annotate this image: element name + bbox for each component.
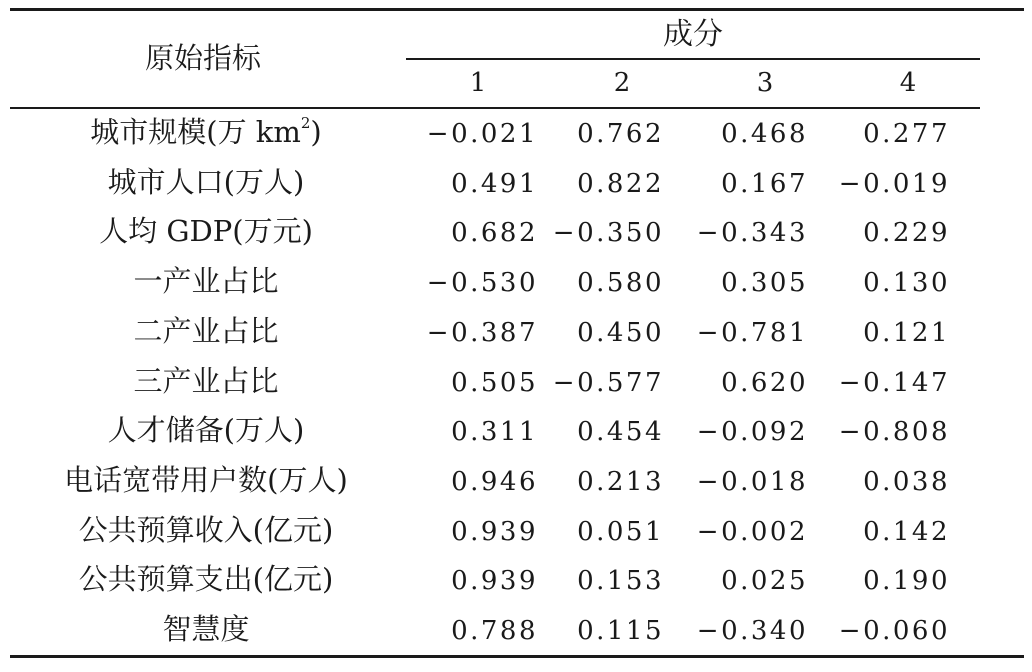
- value-cell: −0.577: [552, 368, 664, 398]
- value-cell: −0.530: [426, 268, 538, 298]
- value-cell: −0.781: [696, 318, 808, 348]
- row-label-text: 二产业占比: [133, 314, 279, 348]
- value-cell: 0.788: [451, 616, 538, 646]
- row-label-text: 人才储备(万人): [107, 413, 305, 447]
- value-cell: 0.580: [577, 268, 664, 298]
- value-cell: 0.491: [451, 169, 538, 199]
- value-cell: 0.038: [863, 467, 950, 497]
- row-label: [0, 562, 412, 596]
- row-label-text: 城市规模(万 km: [90, 115, 301, 149]
- table-top-rule: [10, 8, 1024, 11]
- header-bottom-rule: [10, 107, 980, 109]
- value-cell: 0.305: [721, 268, 808, 298]
- row-label-text: 一产业占比: [133, 264, 279, 298]
- value-cell: 0.167: [721, 169, 808, 199]
- value-cell: 0.142: [863, 517, 950, 547]
- value-cell: 0.311: [451, 417, 538, 447]
- row-label: [0, 165, 412, 199]
- value-cell: 0.939: [451, 517, 538, 547]
- value-cell: 0.620: [721, 368, 808, 398]
- row-label-text: 公共预算收入(亿元): [78, 513, 334, 547]
- row-label: [0, 463, 412, 497]
- component-group-header: 成分: [663, 17, 723, 52]
- value-cell: 0.682: [451, 218, 538, 248]
- row-label: [0, 364, 412, 398]
- value-cell: 0.939: [451, 566, 538, 596]
- value-cell: 0.213: [577, 467, 664, 497]
- value-cell: −0.019: [838, 169, 950, 199]
- row-label-superscript: 2: [300, 114, 311, 132]
- value-cell: −0.092: [696, 417, 808, 447]
- row-label: [0, 612, 412, 646]
- value-cell: 0.025: [721, 566, 808, 596]
- row-label-text: 三产业占比: [133, 364, 279, 398]
- value-cell: −0.147: [838, 368, 950, 398]
- value-cell: −0.340: [696, 616, 808, 646]
- value-cell: 0.229: [863, 218, 950, 248]
- row-label: [0, 314, 412, 348]
- value-cell: 0.190: [863, 566, 950, 596]
- row-header-label: 原始指标: [144, 41, 261, 75]
- row-label: [0, 114, 412, 149]
- row-label-suffix: ): [310, 115, 322, 149]
- table-bottom-rule: [10, 655, 1024, 658]
- row-label: [0, 513, 412, 547]
- value-cell: 0.454: [577, 417, 664, 447]
- row-label-text: 公共预算支出(亿元): [78, 562, 334, 596]
- column-header-3: 3: [756, 68, 774, 98]
- value-cell: 0.051: [577, 517, 664, 547]
- column-header-2: 2: [613, 68, 631, 98]
- row-label-text: 城市人口(万人): [107, 165, 305, 199]
- row-label: [0, 264, 412, 298]
- value-cell: −0.021: [426, 119, 538, 149]
- value-cell: −0.343: [696, 218, 808, 248]
- value-cell: 0.468: [721, 119, 808, 149]
- group-header-rule: [406, 58, 980, 60]
- value-cell: −0.387: [426, 318, 538, 348]
- value-cell: 0.450: [577, 318, 664, 348]
- value-cell: 0.822: [577, 169, 664, 199]
- value-cell: 0.130: [863, 268, 950, 298]
- value-cell: −0.018: [696, 467, 808, 497]
- row-label-text: 智慧度: [162, 612, 250, 646]
- value-cell: 0.946: [451, 467, 538, 497]
- value-cell: 0.153: [577, 566, 664, 596]
- row-label: [0, 413, 412, 447]
- column-header-1: 1: [469, 68, 487, 98]
- value-cell: 0.762: [577, 119, 664, 149]
- value-cell: 0.121: [863, 318, 950, 348]
- value-cell: −0.060: [838, 616, 950, 646]
- value-cell: −0.808: [838, 417, 950, 447]
- value-cell: −0.350: [552, 218, 664, 248]
- value-cell: 0.505: [451, 368, 538, 398]
- value-cell: −0.002: [696, 517, 808, 547]
- row-label: [0, 214, 412, 248]
- column-header-4: 4: [899, 68, 917, 98]
- value-cell: 0.115: [577, 616, 664, 646]
- row-label-text: 人均 GDP(万元): [99, 214, 313, 248]
- value-cell: 0.277: [863, 119, 950, 149]
- row-label-text: 电话宽带用户数(万人): [64, 463, 348, 497]
